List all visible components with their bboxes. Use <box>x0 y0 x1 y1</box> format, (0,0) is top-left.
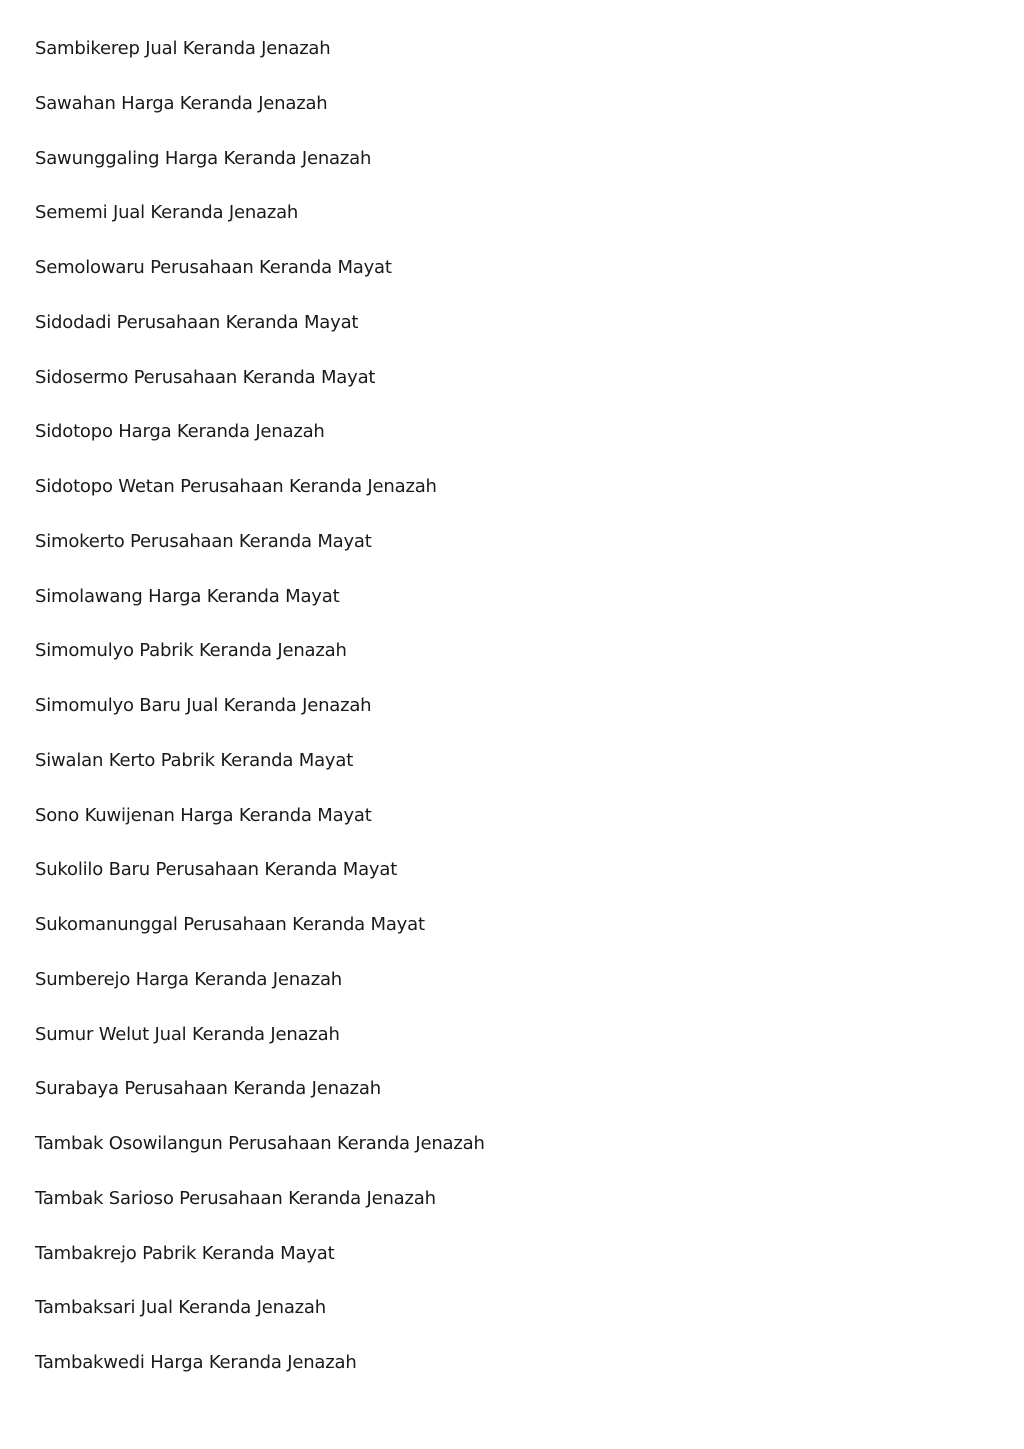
list-item: Sumur Welut Jual Keranda Jenazah <box>35 1023 340 1045</box>
list-item: Sidotopo Wetan Perusahaan Keranda Jenazah <box>35 476 437 497</box>
list-item: Sememi Jual Keranda Jenazah <box>35 202 299 224</box>
list-item: Sidosermo Perusahaan Keranda Mayat <box>35 366 376 388</box>
list-item: Siwalan Kerto Pabrik Keranda Mayat <box>35 749 354 771</box>
list-item: Sambikerep Jual Keranda Jenazah <box>35 38 331 59</box>
list-item: Simokerto Perusahaan Keranda Mayat <box>35 530 372 552</box>
list-item: Simolawang Harga Keranda Mayat <box>35 585 340 607</box>
list-item: Sidotopo Harga Keranda Jenazah <box>35 421 325 443</box>
list-item: Surabaya Perusahaan Keranda Jenazah <box>35 1078 381 1100</box>
list-item: Sukolilo Baru Perusahaan Keranda Mayat <box>35 859 398 881</box>
list-item: Tambakrejo Pabrik Keranda Mayat <box>35 1242 335 1264</box>
list-item: Sawunggaling Harga Keranda Jenazah <box>35 147 372 169</box>
list-item: Sukomanunggal Perusahaan Keranda Mayat <box>35 914 425 935</box>
location-list <box>35 37 485 1406</box>
list-item: Sidodadi Perusahaan Keranda Mayat <box>35 311 359 333</box>
list-item: Tambak Sarioso Perusahaan Keranda Jenazah <box>35 1187 436 1209</box>
list-item: Sumberejo Harga Keranda Jenazah <box>35 968 343 990</box>
list-item: Simomulyo Pabrik Keranda Jenazah <box>35 640 347 662</box>
list-item: Simomulyo Baru Jual Keranda Jenazah <box>35 695 372 716</box>
list-item: Tambakwedi Harga Keranda Jenazah <box>35 1352 357 1373</box>
list-item: Sono Kuwijenan Harga Keranda Mayat <box>35 804 372 826</box>
list-item: Tambaksari Jual Keranda Jenazah <box>35 1297 326 1319</box>
list-item: Tambak Osowilangun Perusahaan Keranda Jenazah <box>35 1133 485 1154</box>
list-item: Semolowaru Perusahaan Keranda Mayat <box>35 257 392 278</box>
list-item: Sawahan Harga Keranda Jenazah <box>35 92 328 114</box>
